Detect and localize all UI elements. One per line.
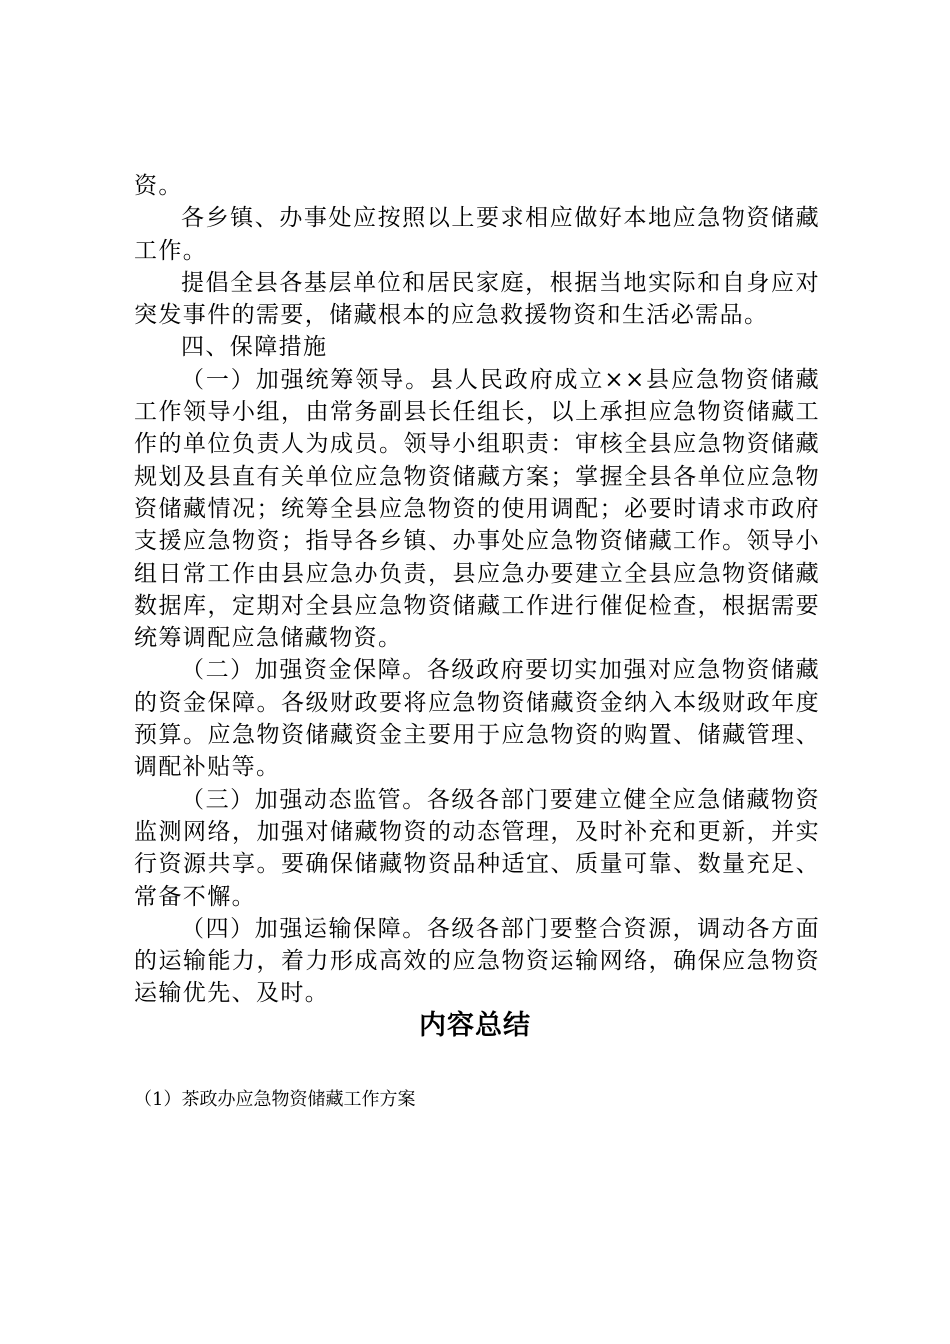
summary-item: （1）茶政办应急物资储藏工作方案 [134,1089,416,1110]
paragraph-funding: （二）加强资金保障。各级政府要切实加强对应急物资储藏的资金保障。各级财政要将应急物资储藏资金纳入本级财政年度预算。应急物资储藏资金主要用于应急物资的购置、储藏管理、调配补贴等。 [134,657,820,781]
paragraph-continuation: 资。 [134,173,183,199]
summary-title: 内容总结 [419,1010,531,1041]
document-body [134,170,820,1010]
paragraph-transport: （四）加强运输保障。各级各部门要整合资源，调动各方面的运输能力，着力形成高效的应急物资运输网络，确保应急物资运输优先、及时。 [134,915,820,1007]
paragraph-dynamic-supervision: （三）加强动态监管。各级各部门要建立健全应急储藏物资监测网络，加强对储藏物资的动态管理，及时补充和更新，并实行资源共享。要确保储藏物资品种适宜、质量可靠、数量充足、常备不懈。 [134,786,820,910]
paragraph-household-storage: 提倡全县各基层单位和居民家庭，根据当地实际和自身应对突发事件的需要，储藏根本的应急救援物资和生活必需品。 [134,269,820,329]
paragraph-township-storage: 各乡镇、办事处应按照以上要求相应做好本地应急物资储藏工作。 [134,205,820,264]
section-heading-guarantee-measures: 四、保障措施 [181,334,328,361]
paragraph-leadership: （一）加强统筹领导。县人民政府成立××县应急物资储藏工作领导小组，由常务副县长任组长，以上承担应急物资储藏工作的单位负责人为成员。领导小组职责：审核全县应急物资储藏规划及县直有关单位应急物资储藏方案；掌握全县各单位应急物资储藏情况；统筹全县应急物资的使用调配；必要时请求市政府支援应急物资；指导各乡镇、办事处应急物资储藏工作。领导小组日常工作由县应急办负责，县应急办要建立全县应急物资储藏数据库，定期对全县应急物资储藏工作进行催促检查，根据需要统筹调配应急储藏物资。 [134,366,820,652]
